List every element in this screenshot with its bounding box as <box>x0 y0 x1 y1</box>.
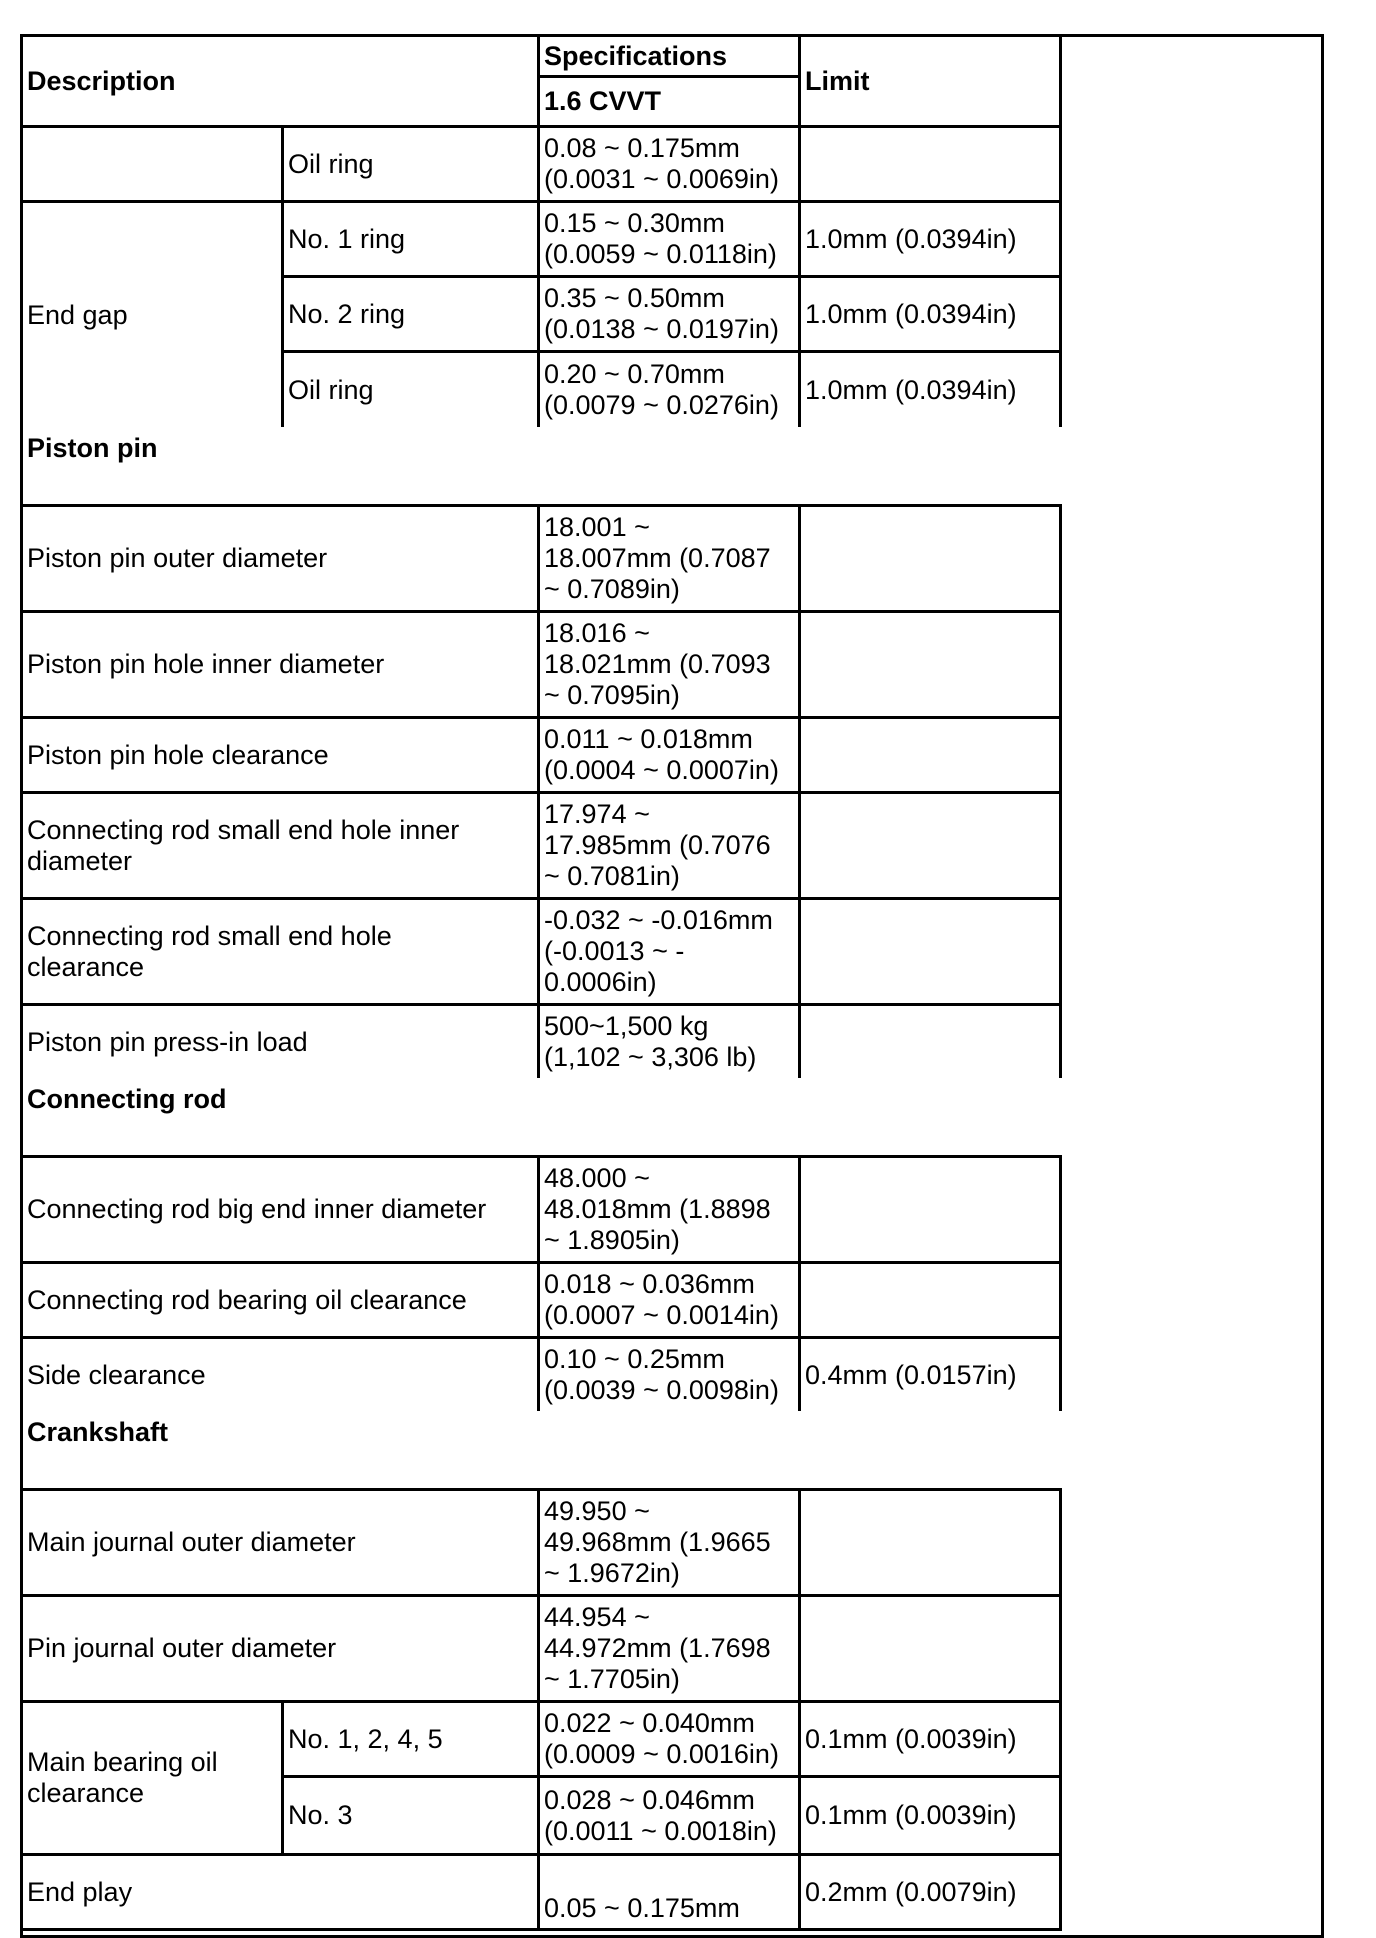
row-limit: 1.0mm (0.0394in) <box>798 275 1062 353</box>
row-label: Piston pin outer diameter <box>20 504 540 613</box>
row-spec: 44.954 ~ 44.972mm (1.7698 ~ 1.7705in) <box>537 1594 801 1703</box>
row-limit: 0.2mm (0.0079in) <box>798 1853 1062 1931</box>
row-label: Piston pin press-in load <box>20 1003 540 1081</box>
row-label: No. 1, 2, 4, 5 <box>281 1700 540 1778</box>
row-limit: 0.1mm (0.0039in) <box>798 1700 1062 1778</box>
section-title-crankshaft: Crankshaft <box>20 1411 1324 1491</box>
row-limit: 0.1mm (0.0039in) <box>798 1775 1062 1856</box>
row-limit <box>798 791 1062 900</box>
row-label: Piston pin hole inner diameter <box>20 610 540 719</box>
row-spec: 0.05 ~ 0.175mm <box>537 1853 801 1931</box>
row-limit <box>798 125 1062 203</box>
row-limit <box>798 716 1062 794</box>
row-label: No. 1 ring <box>281 200 540 278</box>
row-label: No. 3 <box>281 1775 540 1856</box>
row-label: Side clearance <box>20 1336 540 1414</box>
row-limit: 0.4mm (0.0157in) <box>798 1336 1062 1414</box>
row-label: Piston pin hole clearance <box>20 716 540 794</box>
row-limit <box>798 1261 1062 1339</box>
row-spec: 48.000 ~ 48.018mm (1.8898 ~ 1.8905in) <box>537 1155 801 1264</box>
row-label: Connecting rod small end hole clearance <box>20 897 540 1006</box>
row-limit <box>798 897 1062 1006</box>
row-spec: 0.20 ~ 0.70mm (0.0079 ~ 0.0276in) <box>537 350 801 430</box>
row-spec: 18.001 ~ 18.007mm (0.7087 ~ 0.7089in) <box>537 504 801 613</box>
row-limit: 1.0mm (0.0394in) <box>798 200 1062 278</box>
row-spec: 17.974 ~ 17.985mm (0.7076 ~ 0.7081in) <box>537 791 801 900</box>
row-spec: 0.08 ~ 0.175mm (0.0031 ~ 0.0069in) <box>537 125 801 203</box>
row-spec: 0.018 ~ 0.036mm (0.0007 ~ 0.0014in) <box>537 1261 801 1339</box>
row-label: End play <box>20 1853 540 1931</box>
row-spec: 0.15 ~ 0.30mm (0.0059 ~ 0.0118in) <box>537 200 801 278</box>
row-spec: 0.10 ~ 0.25mm (0.0039 ~ 0.0098in) <box>537 1336 801 1414</box>
spec-sheet <box>20 34 1324 1928</box>
main-bearing-label: Main bearing oil clearance <box>20 1700 284 1856</box>
row-label: Pin journal outer diameter <box>20 1594 540 1703</box>
row-limit: 1.0mm (0.0394in) <box>798 350 1062 430</box>
row-label: Main journal outer diameter <box>20 1488 540 1597</box>
row-limit <box>798 1003 1062 1081</box>
row-limit <box>798 1488 1062 1597</box>
row-limit <box>798 1594 1062 1703</box>
row-label: Oil ring <box>281 350 540 430</box>
row-spec: 0.022 ~ 0.040mm (0.0009 ~ 0.0016in) <box>537 1700 801 1778</box>
header-variant: 1.6 CVVT <box>537 75 801 128</box>
header-specifications: Specifications <box>537 34 801 78</box>
row-spec: 0.35 ~ 0.50mm (0.0138 ~ 0.0197in) <box>537 275 801 353</box>
row-spec: 49.950 ~ 49.968mm (1.9665 ~ 1.9672in) <box>537 1488 801 1597</box>
row-spec: 18.016 ~ 18.021mm (0.7093 ~ 0.7095in) <box>537 610 801 719</box>
row-label: Connecting rod bearing oil clearance <box>20 1261 540 1339</box>
row-label: No. 2 ring <box>281 275 540 353</box>
row-spec: 0.028 ~ 0.046mm (0.0011 ~ 0.0018in) <box>537 1775 801 1856</box>
row-limit <box>798 610 1062 719</box>
section-title-piston-pin: Piston pin <box>20 427 1324 507</box>
ring-group-blank <box>20 125 284 203</box>
end-gap-label: End gap <box>20 200 284 430</box>
row-spec: -0.032 ~ -0.016mm (-0.0013 ~ - 0.0006in) <box>537 897 801 1006</box>
row-limit <box>798 504 1062 613</box>
row-label: Oil ring <box>281 125 540 203</box>
row-label: Connecting rod big end inner diameter <box>20 1155 540 1264</box>
header-limit: Limit <box>798 34 1062 128</box>
section-title-connecting-rod: Connecting rod <box>20 1078 1324 1158</box>
header-description: Description <box>20 34 540 128</box>
row-spec: 0.011 ~ 0.018mm (0.0004 ~ 0.0007in) <box>537 716 801 794</box>
row-limit <box>798 1155 1062 1264</box>
row-label: Connecting rod small end hole inner diameter <box>20 791 540 900</box>
row-spec: 500~1,500 kg (1,102 ~ 3,306 lb) <box>537 1003 801 1081</box>
